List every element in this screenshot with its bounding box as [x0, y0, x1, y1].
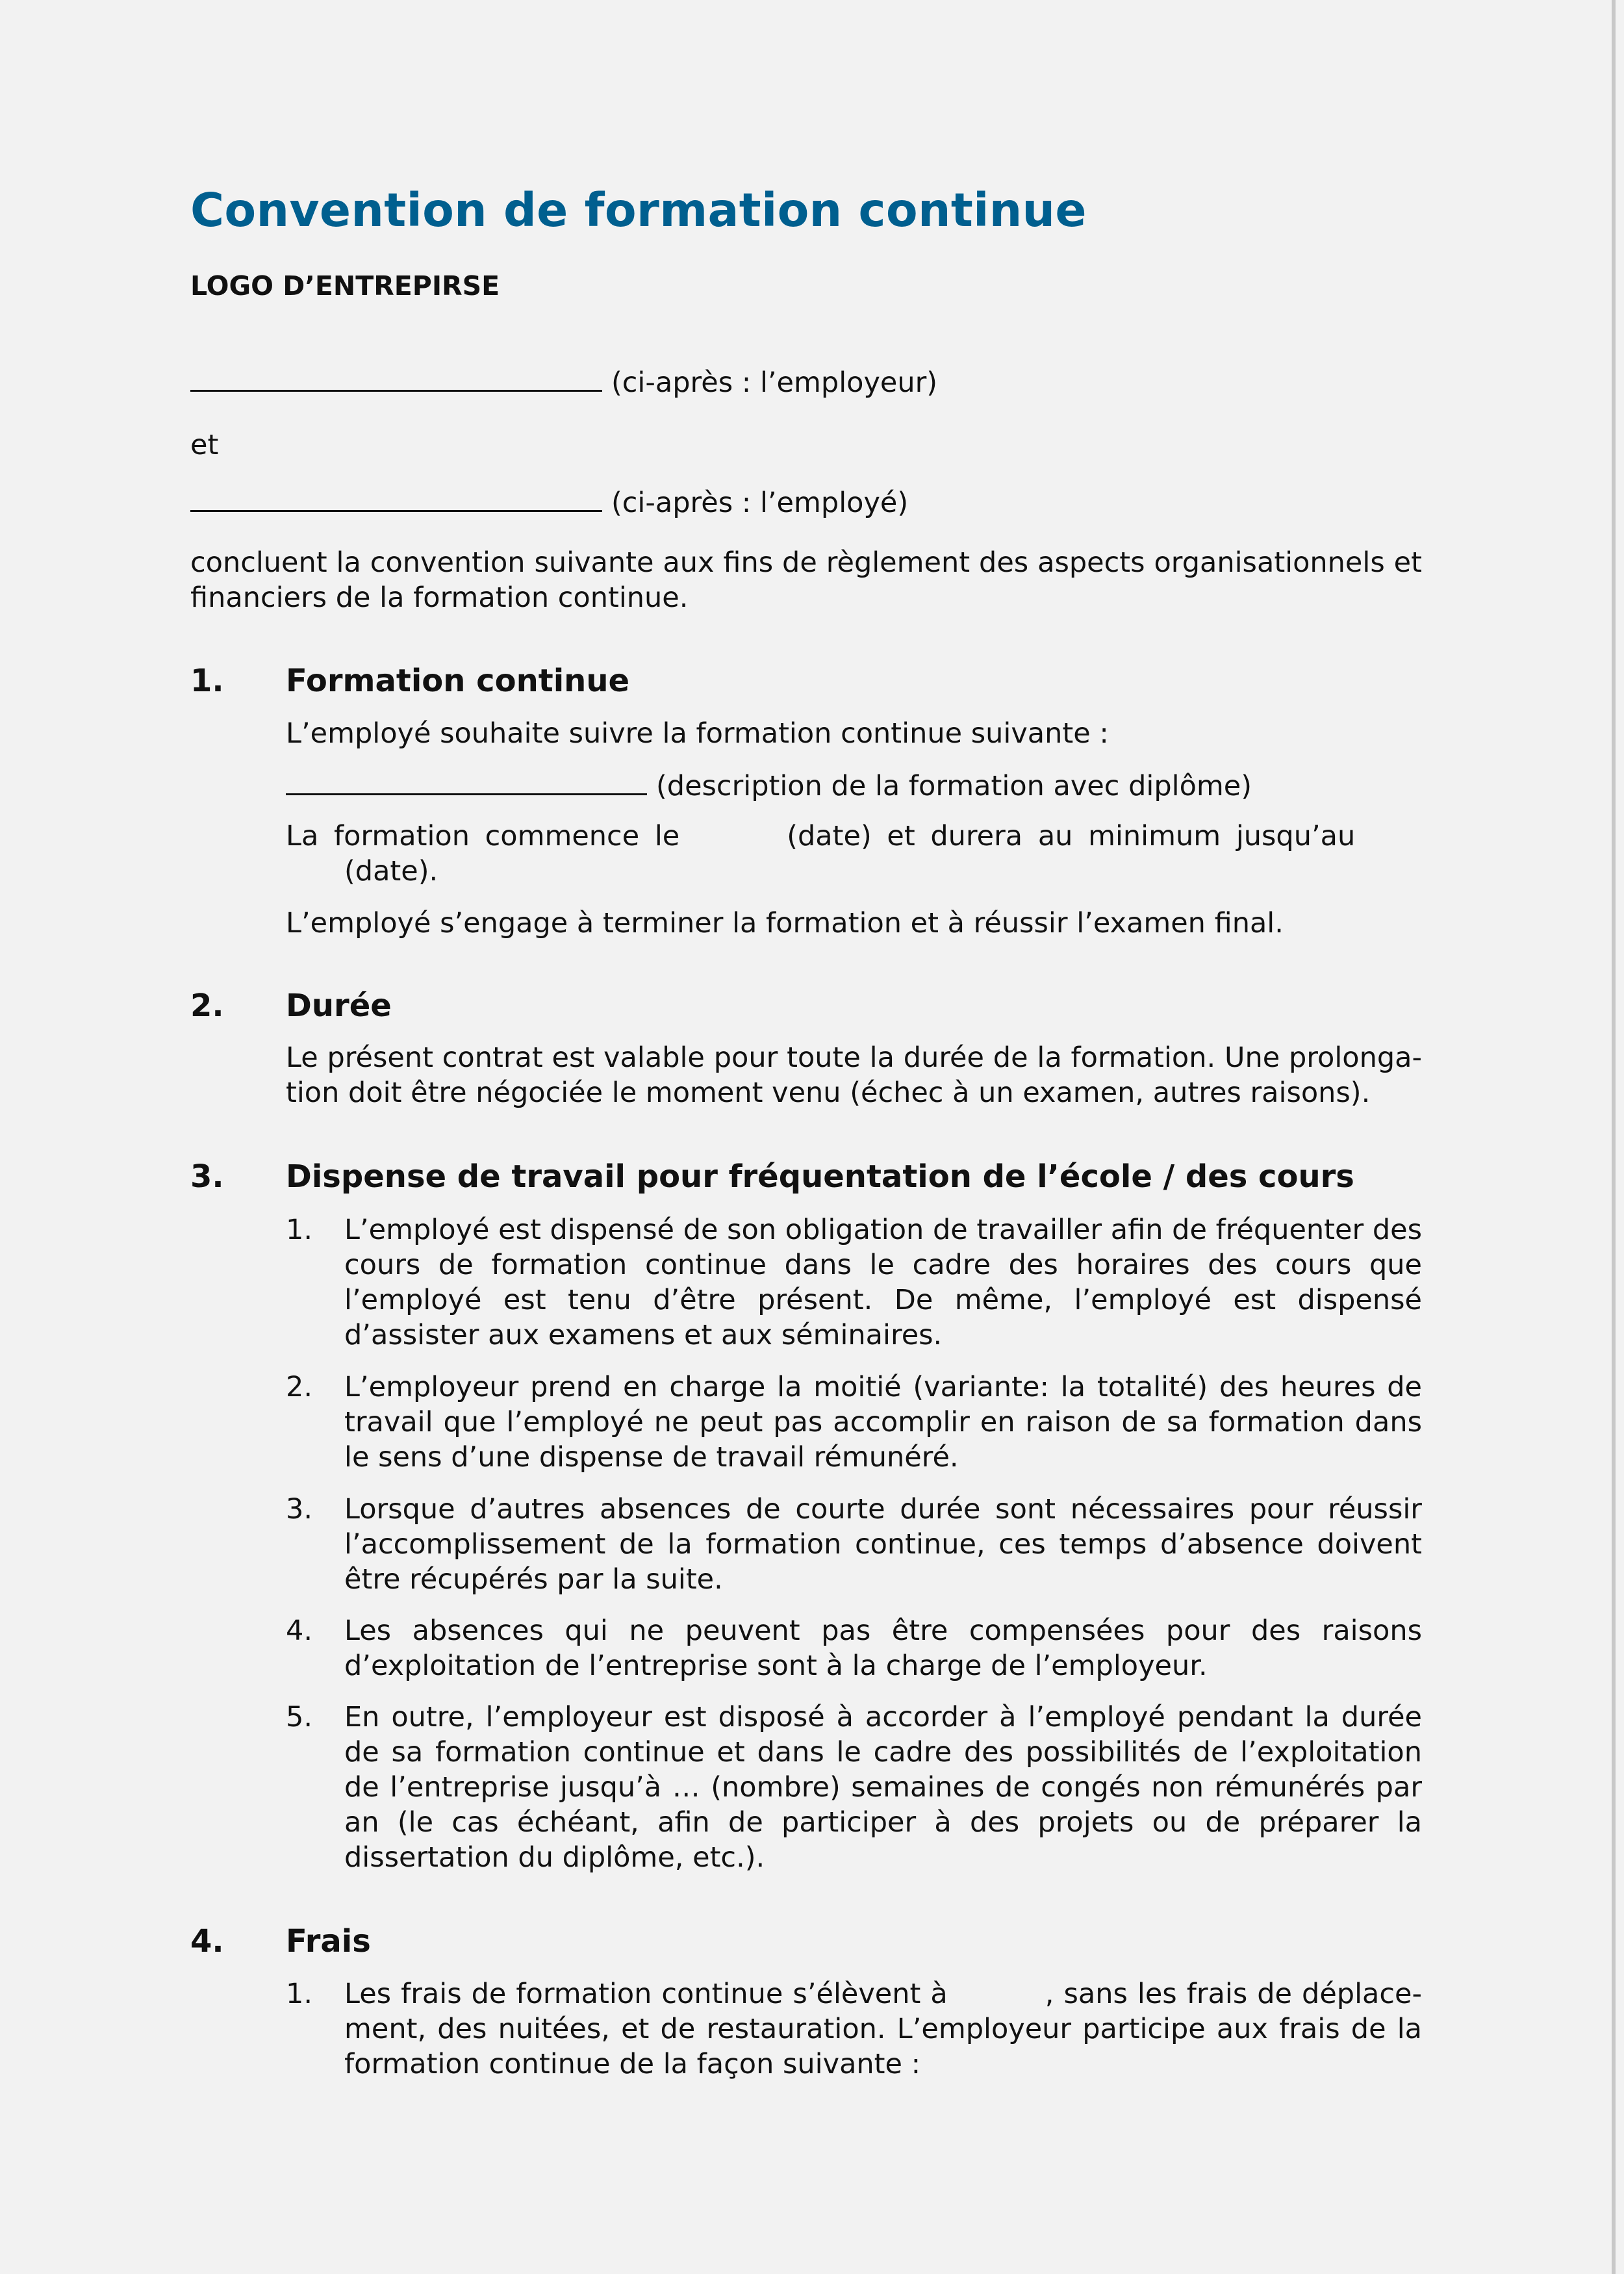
end-date-label: (date). [344, 855, 438, 888]
list-item-text: Les absences qui ne peuvent pas être compensées pour des raisons d’exploitation de l’entreprise sont à la charge de l’employeur. [344, 1615, 1422, 1682]
section-number: 2. [190, 988, 224, 1024]
list-item-text: En outre, l’employeur est disposé à accorder à l’employé pendant la durée de sa formation continue et dans le cadre des possibilités de l’exploitation de l’entreprise jusqu’à … (nombre) semaines de congés non rémunérés par an (le cas échéant, afin de participer à des projets ou de préparer la dissertation du diplôme, etc.). [344, 1701, 1422, 1874]
list-item-number: 3. [286, 1493, 313, 1526]
section-title: Formation continue [286, 663, 630, 699]
conjunction-et: et [190, 429, 219, 461]
list-item-number: 4. [286, 1615, 313, 1647]
company-logo-placeholder: LOGO D’ENTREPIRSE [190, 270, 500, 301]
page-edge-divider [1612, 0, 1616, 2274]
document-title: Convention de formation continue [190, 183, 1087, 237]
exam-commitment-paragraph: L’employé s’engage à terminer la formation et à réussir l’examen final. [286, 907, 1284, 939]
list-item-number: 1. [286, 1978, 313, 2010]
list-item-text: L’employé est dispensé de son obligation de travailler afin de fréquenter des cours de formation continue dans le cadre des horaires des cours que l’employé est tenu d’être présent. De même, l’employé est dispensé d’assister aux examens et aux séminaires. [344, 1214, 1422, 1351]
costs-text-after: , sans les frais de déplace-ment, des nuitées, et de restauration. L’employeur participe aux frais de la formation continue de la façon suivante : [344, 1978, 1422, 2080]
employer-label: (ci-après : l’employeur) [611, 366, 938, 399]
employee-blank-field[interactable] [190, 484, 602, 512]
list-item-text: L’employeur prend en charge la moitié (variante: la totalité) des heures de travail que l’employé ne peut pas accomplir en raison de sa formation dans le sens d’une dispense de travail rémunéré. [344, 1371, 1422, 1474]
training-description-line [286, 767, 1422, 804]
start-date-text: La formation commence le [286, 820, 680, 852]
section-number: 4. [190, 1923, 224, 1960]
section-title: Durée [286, 988, 392, 1024]
costs-text-before: Les frais de formation continue s’élèvent à [344, 1978, 948, 2010]
list-item-text [344, 1976, 1422, 2082]
section-title: Frais [286, 1923, 371, 1960]
section-1-intro: L’employé souhaite suivre la formation continue suivante : [286, 717, 1109, 750]
section-number: 1. [190, 663, 224, 699]
employee-label: (ci-après : l’employé) [611, 487, 909, 519]
section-number: 3. [190, 1158, 224, 1195]
intro-paragraph: concluent la convention suivante aux fins de règlement des aspects organisationnels et financiers de la formation continue. [190, 546, 1422, 614]
section-title: Dispense de travail pour fréquentation de l’école / des cours [286, 1158, 1354, 1195]
training-description-label: (description de la formation avec diplôme) [656, 770, 1252, 802]
list-item-number: 1. [286, 1214, 313, 1246]
training-dates-line [286, 819, 1422, 854]
list-item-number: 2. [286, 1371, 313, 1403]
employer-blank-field[interactable] [190, 364, 602, 392]
list-item-number: 5. [286, 1701, 313, 1733]
end-date-text: (date) et durera au minimum jusqu’au [787, 820, 1356, 852]
employer-line [190, 364, 937, 400]
duration-paragraph: Le présent contrat est valable pour toute la durée de la formation. Une prolonga-tion doit être négociée le moment venu (échec à un examen, autres raisons). [286, 1041, 1422, 1109]
training-description-blank-field[interactable] [286, 767, 647, 795]
employee-line [190, 484, 908, 520]
list-item-text: Lorsque d’autres absences de courte durée sont nécessaires pour réussir l’accomplissement de la formation continue, ces temps d’absence doivent être récupérés par la suite. [344, 1493, 1422, 1596]
